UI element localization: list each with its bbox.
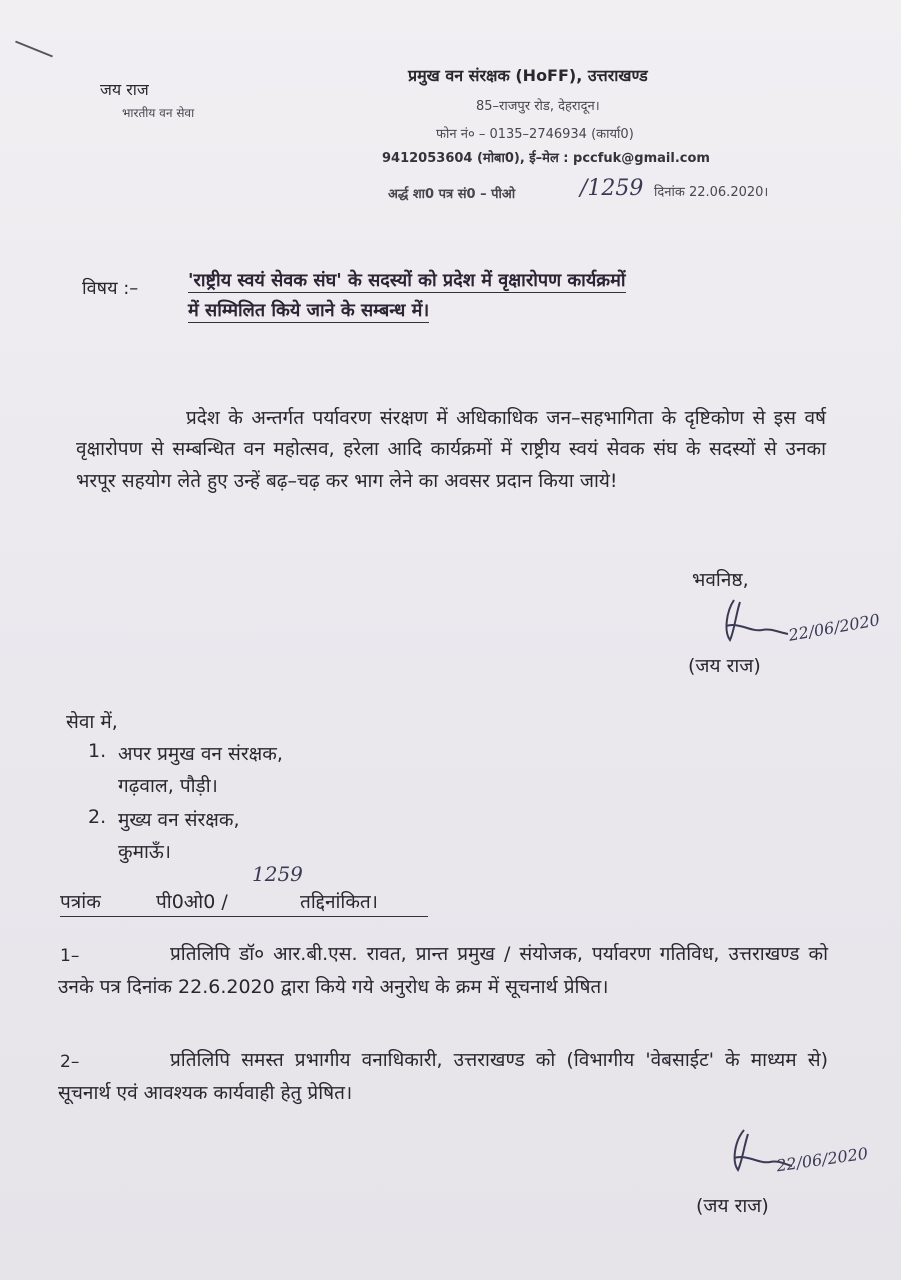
reference-number-handwritten: /1259 bbox=[580, 176, 644, 201]
recipient-1-num: 1. bbox=[88, 740, 107, 762]
patrank-line bbox=[60, 888, 428, 917]
signature-1 bbox=[716, 592, 796, 652]
copy-2-text: प्रतिलिपि समस्त प्रभागीय वनाधिकारी, उत्तराखण्ड को (विभागीय 'वेबसाईट' के माध्यम से) सूचनार्थ एवं आवश्यक कार्यवाही हेतु प्रेषित। bbox=[58, 1049, 828, 1105]
patrank-label: पत्रांक bbox=[60, 891, 101, 913]
copy-1-text: प्रतिलिपि डॉ० आर.बी.एस. रावत, प्रान्त प्रमुख / संयोजक, पर्यावरण गतिविध, उत्तराखण्ड को उनके पत्र दिनांक 22.6.2020 द्वारा किये गये अनुरोध के क्रम में सूचनार्थ प्रेषित। bbox=[58, 943, 828, 999]
body-paragraph: प्रदेश के अन्तर्गत पर्यावरण संरक्षण में अधिकाधिक जन–सहभागिता के दृष्टिकोण से इस वर्ष वृक्षारोपण से सम्बन्धित वन महोत्सव, हरेला आदि कार्यक्रमों में राष्ट्रीय स्वयं सेवक संघ के सदस्यों से उनका भरपूर सहयोग लेते हुए उन्हें बढ़–चढ़ कर भाग लेने का अवसर प्रदान किया जाये! bbox=[76, 407, 826, 492]
pen-mark bbox=[15, 41, 53, 58]
closing-salutation: भवनिष्ठ, bbox=[692, 569, 749, 591]
patrank-suffix: तद्दिनांकित। bbox=[300, 891, 378, 913]
subject-label: विषय :– bbox=[82, 278, 139, 299]
reference-prefix: अर्द्ध शा0 पत्र सं0 – पीओ bbox=[388, 187, 516, 202]
closing-name: (जय राज) bbox=[688, 655, 761, 677]
recipient-1-line2: गढ़वाल, पौड़ी। bbox=[118, 775, 218, 797]
sender-service: भारतीय वन सेवा bbox=[122, 106, 195, 120]
recipient-2-num: 2. bbox=[88, 806, 107, 828]
office-mobile-email: 9412053604 (मोबा0), ई–मेल : pccfuk@gmail.com bbox=[382, 151, 710, 166]
office-address: 85–राजपुर रोड, देहरादून। bbox=[476, 99, 600, 114]
sender-name: जय राज bbox=[100, 80, 149, 99]
recipients-heading: सेवा में, bbox=[66, 711, 118, 733]
office-phone: फोन नं० – 0135–2746934 (कार्या0) bbox=[436, 127, 634, 142]
signature-1-date: 22/06/2020 bbox=[787, 610, 882, 645]
copy-1-num: 1– bbox=[60, 946, 80, 966]
patrank-reference: पी0ओ0 / bbox=[156, 891, 228, 913]
closing-2-name: (जय राज) bbox=[696, 1195, 769, 1217]
office-title: प्रमुख वन संरक्षक (HoFF), उत्तराखण्ड bbox=[408, 66, 648, 85]
recipient-2-line1: मुख्य वन संरक्षक, bbox=[118, 809, 240, 831]
patrank-handwritten-number: 1259 bbox=[252, 862, 303, 886]
recipient-1-line1: अपर प्रमुख वन संरक्षक, bbox=[118, 743, 283, 765]
subject-line-2: में सम्मिलित किये जाने के सम्बन्ध में। bbox=[188, 300, 430, 321]
reference-date: दिनांक 22.06.2020। bbox=[654, 185, 769, 200]
subject-line-1: 'राष्ट्रीय स्वयं सेवक संघ' के सदस्यों को प्रदेश में वृक्षारोपण कार्यक्रमों bbox=[188, 270, 626, 291]
signature-2-date: 22/06/2020 bbox=[775, 1143, 870, 1176]
copy-2-num: 2– bbox=[60, 1052, 80, 1072]
recipient-2-line2: कुमाऊँ। bbox=[118, 841, 171, 863]
